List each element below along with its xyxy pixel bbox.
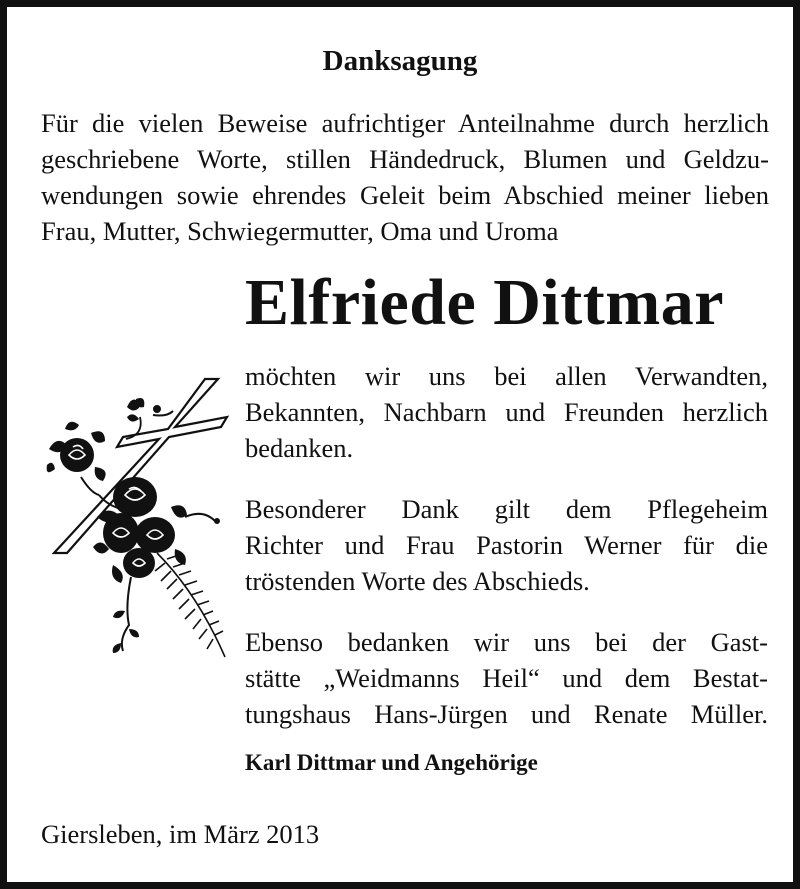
paragraph-further-thanks: [245, 624, 768, 732]
signature: Karl Dittmar und Angehörige: [245, 750, 538, 775]
text-line: Richter und Frau Pastorin Werner für die: [245, 530, 768, 560]
body-text: [245, 358, 768, 757]
text-line: tungshaus Hans-Jürgen und Renate Müller.: [245, 699, 768, 729]
cross-with-roses-icon: [35, 367, 235, 667]
intro-line: Für die vielen Beweise aufrichtiger Anteilnahme durch herzlich: [41, 108, 769, 138]
text-line: Besonderer Dank gilt dem Pflegeheim: [245, 494, 768, 524]
paragraph-thanks: [245, 358, 768, 466]
paragraph-special-thanks: [245, 491, 768, 599]
text-line: Ebenso bedanken wir uns bei der Gast-: [245, 627, 768, 657]
text-line: Bekannten, Nachbarn und Freunden herzlich: [245, 397, 768, 427]
text-line: tröstenden Worte des Abschieds.: [245, 566, 590, 596]
notice-heading: Danksagung: [322, 45, 478, 77]
intro-line: Frau, Mutter, Schwiegermutter, Oma und Uroma: [41, 216, 559, 246]
text-line: möchten wir uns bei allen Verwandten,: [245, 361, 768, 391]
text-line: bedanken.: [245, 433, 354, 463]
deceased-name: Elfriede Dittmar: [245, 266, 724, 339]
intro-line: wendungen sowie ehrendes Geleit beim Abschied meiner lieben: [41, 180, 769, 210]
intro-line: geschriebene Worte, stillen Händedruck, Blumen und Geldzu-: [41, 144, 769, 174]
place-and-date: Giersleben, im März 2013: [41, 819, 320, 849]
intro-text: [41, 105, 769, 249]
text-line: stätte „Weidmanns Heil“ und dem Bestat-: [245, 663, 768, 693]
